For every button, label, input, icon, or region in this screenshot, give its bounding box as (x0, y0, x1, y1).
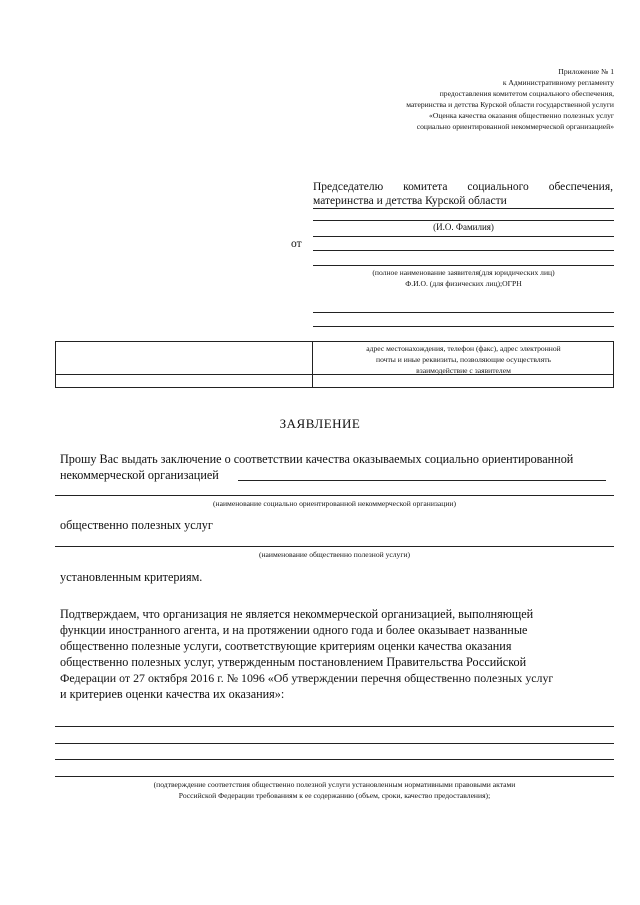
addressee-line1: Председателю комитета социального обеспечения, (313, 181, 613, 193)
confirm-line: общественно полезные услуги, соответствующие критериям оценки качества оказания (60, 639, 512, 653)
appendix-header (314, 66, 614, 132)
confirm-line: и критериев оценки качества их оказания»: (60, 687, 285, 701)
appendix-line: к Административному регламенту (502, 78, 614, 87)
name-field-line[interactable] (313, 220, 614, 221)
confirm-line: Подтверждаем, что организация не является некоммерческой организацией, выполняющей (60, 607, 534, 621)
from-field-line-1[interactable] (313, 250, 614, 251)
service-field-line[interactable] (55, 546, 614, 547)
criteria-text: установленным критериям. (60, 570, 203, 584)
org-caption: (наименование социально ориентированной некоммерческой организации) (213, 499, 456, 508)
appendix-line: «Оценка качества оказания общественно полезных услуг (429, 111, 614, 120)
contacts-caption-line2: почты и иные реквизиты, позволяющие осуществлять (376, 355, 551, 364)
addressee-line2: материнства и детства Курской области (313, 195, 507, 207)
confirm-caption (55, 779, 614, 801)
contacts-caption-line3: взаимодействие с заявителем (416, 366, 511, 375)
services-label: общественно полезных услуг (60, 518, 213, 532)
name-caption: (И.О. Фамилия) (433, 222, 494, 232)
from-field-line-3[interactable] (313, 312, 614, 313)
confirm-line: общественно полезных услуг, утвержденным постановлением Правительства Российской (60, 655, 527, 669)
confirm-field-line-1[interactable] (55, 726, 614, 727)
contacts-caption-line1: адрес местонахождения, телефон (факс), адрес электронной (366, 344, 561, 353)
confirm-field-line-2[interactable] (55, 743, 614, 744)
org-name-field-line-2[interactable] (55, 495, 614, 496)
org-name-field-line[interactable] (238, 480, 606, 481)
confirm-caption-line1: (подтверждение соответствия общественно полезной услуги установленным нормативными правовыми актами (153, 780, 516, 789)
from-caption-line2: Ф.И.О. (для физических лиц);ОГРН (405, 279, 522, 288)
contacts-table (55, 341, 614, 388)
confirm-field-line-4[interactable] (55, 776, 614, 777)
appendix-line: предоставления комитетом социального обеспечения, (439, 89, 614, 98)
request-line2: некоммерческой организацией (60, 468, 219, 482)
addressee-underline (313, 208, 614, 209)
from-field-line-4[interactable] (313, 326, 614, 327)
confirm-line: функции иностранного агента, и на протяжении одного года и более оказывает названные (60, 623, 528, 637)
request-line1: Прошу Вас выдать заключение о соответствии качества оказываемых социально ориентированной (60, 452, 574, 466)
from-label: от (291, 238, 302, 250)
appendix-line: социально ориентированной некоммерческой организацией» (416, 122, 614, 131)
confirm-field-line-3[interactable] (55, 759, 614, 760)
confirm-line: Федерации от 27 октября 2016 г. № 1096 «Об утверждении перечня общественно полезных услуг (60, 671, 554, 685)
service-caption: (наименование общественно полезной услуги) (258, 550, 411, 559)
from-caption-line1: (полное наименование заявителя(для юридических лиц) (372, 268, 555, 277)
from-field-line-2[interactable] (313, 265, 614, 266)
appendix-line: материнства и детства Курской области государственной услуги (406, 100, 614, 109)
document-title: ЗАЯВЛЕНИЕ (279, 416, 361, 431)
appendix-line: Приложение № 1 (558, 67, 614, 76)
name-underline (313, 236, 614, 237)
confirm-caption-line2: Российской Федерации требованиям к ее содержанию (объем, сроки, качество предоставления); (178, 791, 491, 800)
contacts-caption (312, 343, 615, 376)
from-caption (313, 267, 614, 289)
